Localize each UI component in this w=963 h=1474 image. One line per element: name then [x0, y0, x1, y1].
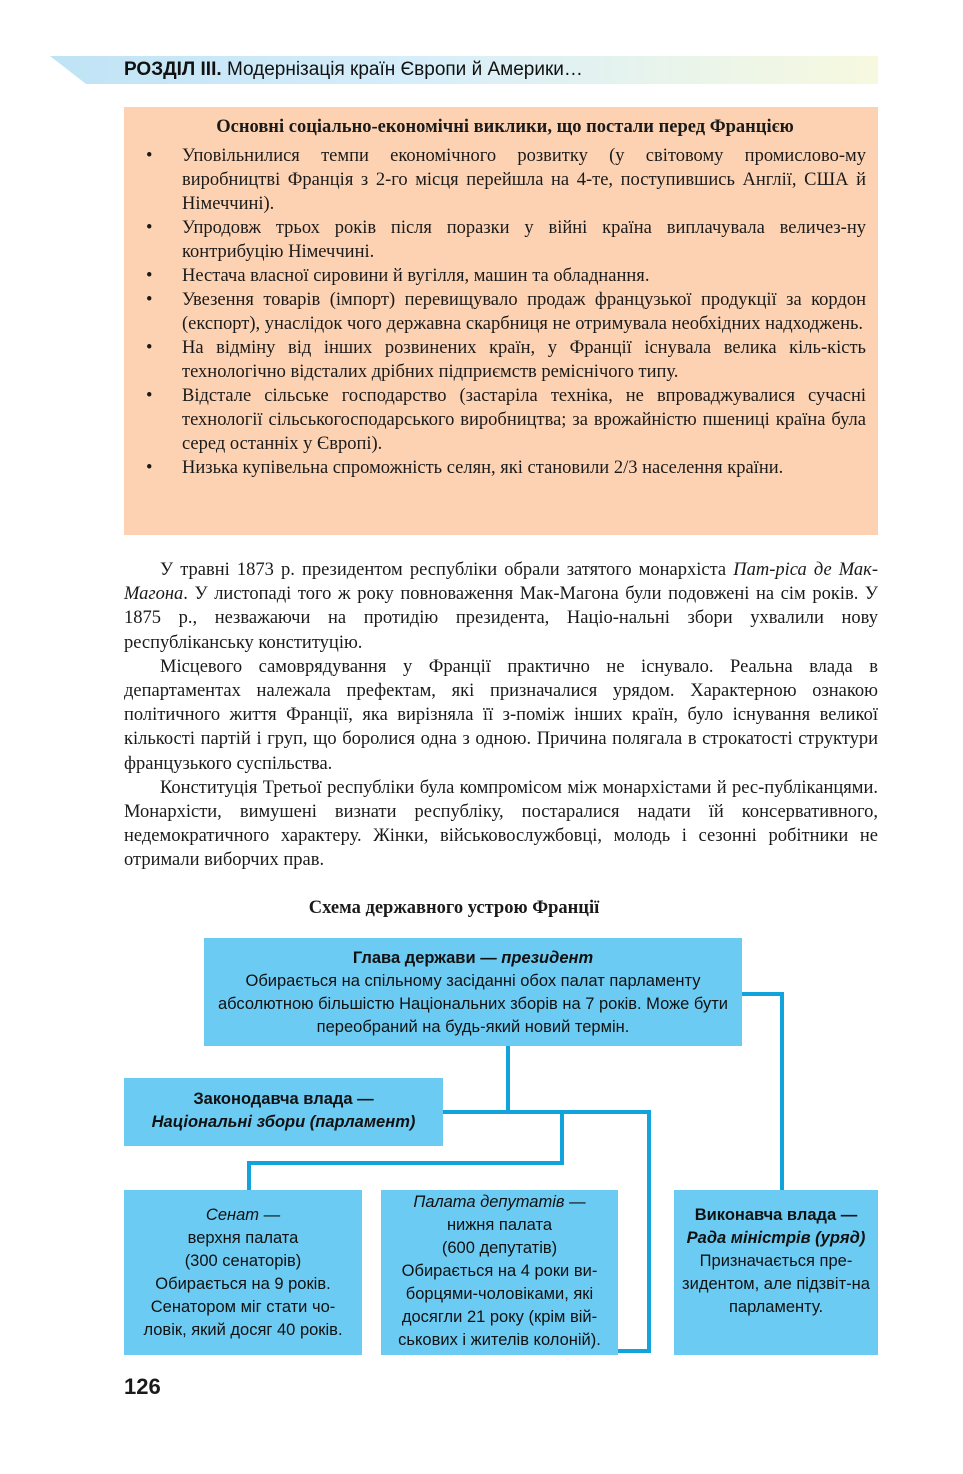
challenges-title: Основні соціально-економічні виклики, що постали перед Францією [216, 117, 794, 137]
paragraph: У травні 1873 р. президентом республіки обрали затятого монархіста Пат-ріса де Мак-Магона. У листопаді того ж року повноваження Мак-Магона були подовжені на сім років. У 1875 р., незважаючи на протидію президента, Націо-нальні збори ухвалили нову республіканську конституцію. [124, 560, 878, 653]
connector-line [560, 1112, 564, 1164]
connector-line [647, 1110, 651, 1353]
connector-line [442, 1110, 651, 1114]
paragraph: Місцевого самоврядування у Франції практично не існувало. Реальна влада в департаментах належала префектам, які призначалися урядом. Характерною ознакою політичного життя Франції, яка вирізняла її з-поміж інших країн, було існування великої кількості партій і груп, що боролися одна з одною. Причина полягала в строкатості структури французького суспільства. [124, 656, 878, 774]
body-text [124, 558, 878, 873]
list-item: • Відстале сільське господарство (застаріла техніка, не впроваджувалися сучасні технології сільськогосподарського виробництва; за врожайністю пшениці країна була серед останніх у Європі). [146, 386, 866, 454]
connector-line [247, 1161, 564, 1165]
list-item: • На відміну від інших розвинених країн, у Франції існувала велика кіль-кість технологічно відсталих дрібних підприємств реміснічого типу. [146, 338, 866, 382]
list-item: • Уповільнилися темпи економічного розвитку (у світовому промислово-му виробництві Франція з 2-го місця перейшла на 4-те, поступившись Англії, США й Німеччині). [146, 146, 866, 214]
connector-line [742, 992, 784, 996]
list-item: • Нестача власної сировини й вугілля, машин та обладнання. [146, 266, 650, 286]
running-header [124, 59, 583, 81]
connector-line [780, 992, 784, 1191]
legislature-role: Національні збори (парламент) [151, 1113, 416, 1131]
deputies-box: Палата депутатів — нижня палата (600 депутатів) Обирається на 4 роки ви-борцями-чоловіками, які досягли 21 року (крім вій-ськових і жителів колоній). [381, 1190, 618, 1355]
bullet-icon: • [146, 458, 153, 478]
senate-box: Сенат — верхня палата (300 сенаторів) Обирається на 9 років. Сенатором міг стати чо-ловік, який досяг 40 років. [124, 1190, 362, 1355]
connector-line [506, 1046, 510, 1113]
list-item: • Упродовж трьох років після поразки у війні країна виплачувала величез-ну контрибуцію Німеччині. [146, 218, 866, 262]
challenges-list [144, 144, 866, 480]
bullet-icon: • [146, 290, 153, 310]
list-item: • Низька купівельна спроможність селян, які становили 2/3 населення країни. [146, 458, 784, 478]
page-number: 126 [124, 1374, 161, 1399]
section-label: РОЗДІЛ III. [124, 59, 222, 80]
list-item: • Увезення товарів (імпорт) перевищувало продаж французької продукції за кордон (експорт), унаслідок чого державна скарбниця не отримувала необхідних надходжень. [146, 290, 866, 334]
scheme-title: Схема державного устрою Франції [308, 898, 600, 918]
bullet-icon: • [146, 338, 153, 358]
executive-description: Призначається пре-зидентом, але підзвіт-на парламенту. [682, 1252, 870, 1316]
challenges-box [124, 107, 878, 535]
bullet-icon: • [146, 386, 153, 406]
executive-box: Виконавча влада — Рада міністрів (уряд) Призначається пре-зидентом, але підзвіт-на парламенту. [674, 1190, 878, 1355]
name-emphasis: Пат-ріса де Мак-Магона [124, 560, 878, 605]
president-role: президент [501, 949, 594, 967]
paragraph: Конституція Третьої республіки була компромісом між монархістами й рес-публіканцями. Монархісти, вимушені визнати республіку, постаралися надати їй консервативного, недемократичного характеру. Жінки, військовослужбовці, молодь і сезонні робітники не отримали виборчих прав. [124, 777, 878, 871]
president-description: Обирається на спільному засіданні обох палат парламенту абсолютною більшістю Національних зборів на 7 років. Може бути переобраний на будь-який новий термін. [217, 972, 729, 1036]
president-box: Глава держави — президент Обирається на спільному засіданні обох палат парламенту абсолютною більшістю Національних зборів на 7 років. Може бути переобраний на будь-який новий термін. [204, 938, 742, 1046]
section-title: Модернізація країн Європи й Америки… [226, 59, 583, 80]
bullet-icon: • [146, 266, 153, 286]
connector-line [617, 1349, 651, 1353]
connector-line [247, 1161, 251, 1191]
bullet-icon: • [146, 218, 153, 238]
bullet-icon: • [146, 146, 153, 166]
legislature-box: Законодавча влада — Національні збори (парламент) [124, 1078, 443, 1146]
executive-role: Рада міністрів (уряд) [686, 1229, 866, 1247]
